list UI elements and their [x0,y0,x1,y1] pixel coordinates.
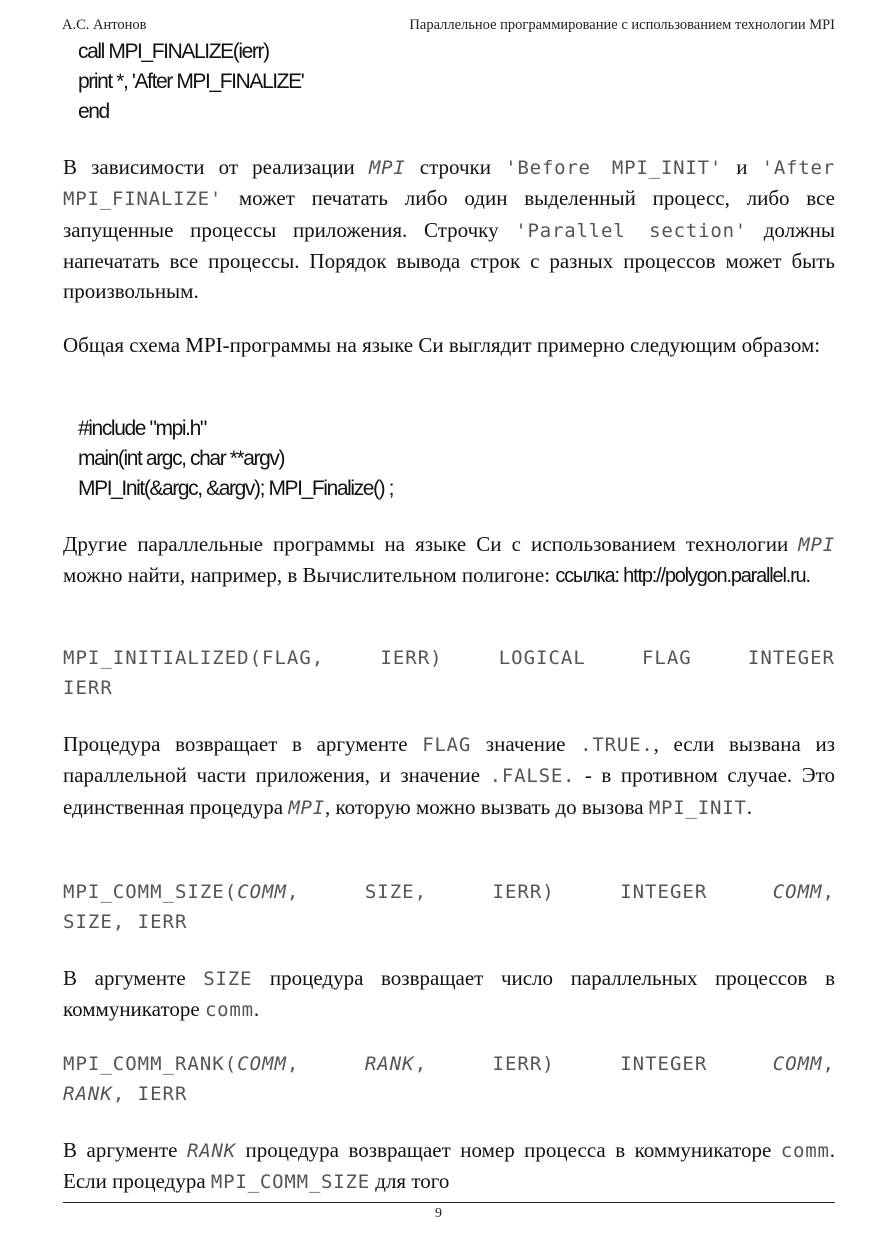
paragraph-c-scheme: Общая схема MPI-программы на языке Си выглядит примерно следующим образом: [63,333,821,357]
code-line: print *, 'After MPI_FINALIZE' [78,70,304,93]
page-number: 9 [435,1206,442,1221]
header-title: Параллельное программирование с использованием технологии MPI [409,17,835,33]
paragraph-comm-rank-desc: В аргументе RANK процедура возвращает номер процесса в коммуникаторе comm. Если процедура MPI_COMM_SIZE для того [63,1138,835,1194]
code-term: MPI [368,157,406,179]
code-line: end [78,100,109,123]
paragraph-initialized-desc: Процедура возвращает в аргументе FLAG значение .TRUE., если вызвана из параллельной части приложения, и значение .FALSE. - в противном случае. Это единственная процедура MPI, которую можно вызвать до вызова MPI_INIT. [63,732,835,819]
paragraph-comm-size-desc: В аргументе SIZE процедура возвращает число параллельных процессов в коммуникаторе comm. [63,966,835,1022]
paragraph-other-programs: Другие параллельные программы на языке Си с использованием технологии MPI можно найти, например, в Вычислительном полигоне: ссылка: http://polygon.parallel.ru. [63,532,835,588]
fortran-code-block [78,37,303,127]
footer-rule [63,1202,835,1203]
code-line: #include "mpi.h" [78,417,206,440]
code-line: main(int argc, char **argv) [78,447,285,470]
code-term: 'Parallel section' [515,219,748,242]
c-code-block [78,414,393,504]
code-line: call MPI_FINALIZE(ierr) [78,40,269,63]
code-term: 'After MPI_FINALIZE' [63,157,836,211]
polygon-link[interactable]: ссылка: http://polygon.parallel.ru. [555,565,810,588]
paragraph-mpi-output: В зависимости от реализации MPI строчки 'Before MPI_INIT' и 'After MPI_FINALIZE' может печатать либо один выделенный процесс, либо все запущенные процессы приложения. Строчку 'Parallel section' должны напечатать все процессы. Порядок вывода строк с разных процессов может быть произвольным. [63,155,836,304]
signature-mpi-comm-rank: MPI_COMM_RANK(COMM, RANK, IERR) INTEGER COMM, RANK, IERR [63,1053,835,1105]
code-term: MPI [798,534,835,556]
signature-mpi-initialized: MPI_INITIALIZED(FLAG, IERR) LOGICAL FLAG INTEGER IERR [63,647,835,699]
header-author: А.С. Антонов [62,17,147,33]
code-term: 'Before MPI_INIT' [505,157,723,179]
code-line: MPI_Init(&argc, &argv); MPI_Finalize() ; [78,477,394,500]
signature-mpi-comm-size: MPI_COMM_SIZE(COMM, SIZE, IERR) INTEGER COMM, SIZE, IERR [63,881,835,933]
